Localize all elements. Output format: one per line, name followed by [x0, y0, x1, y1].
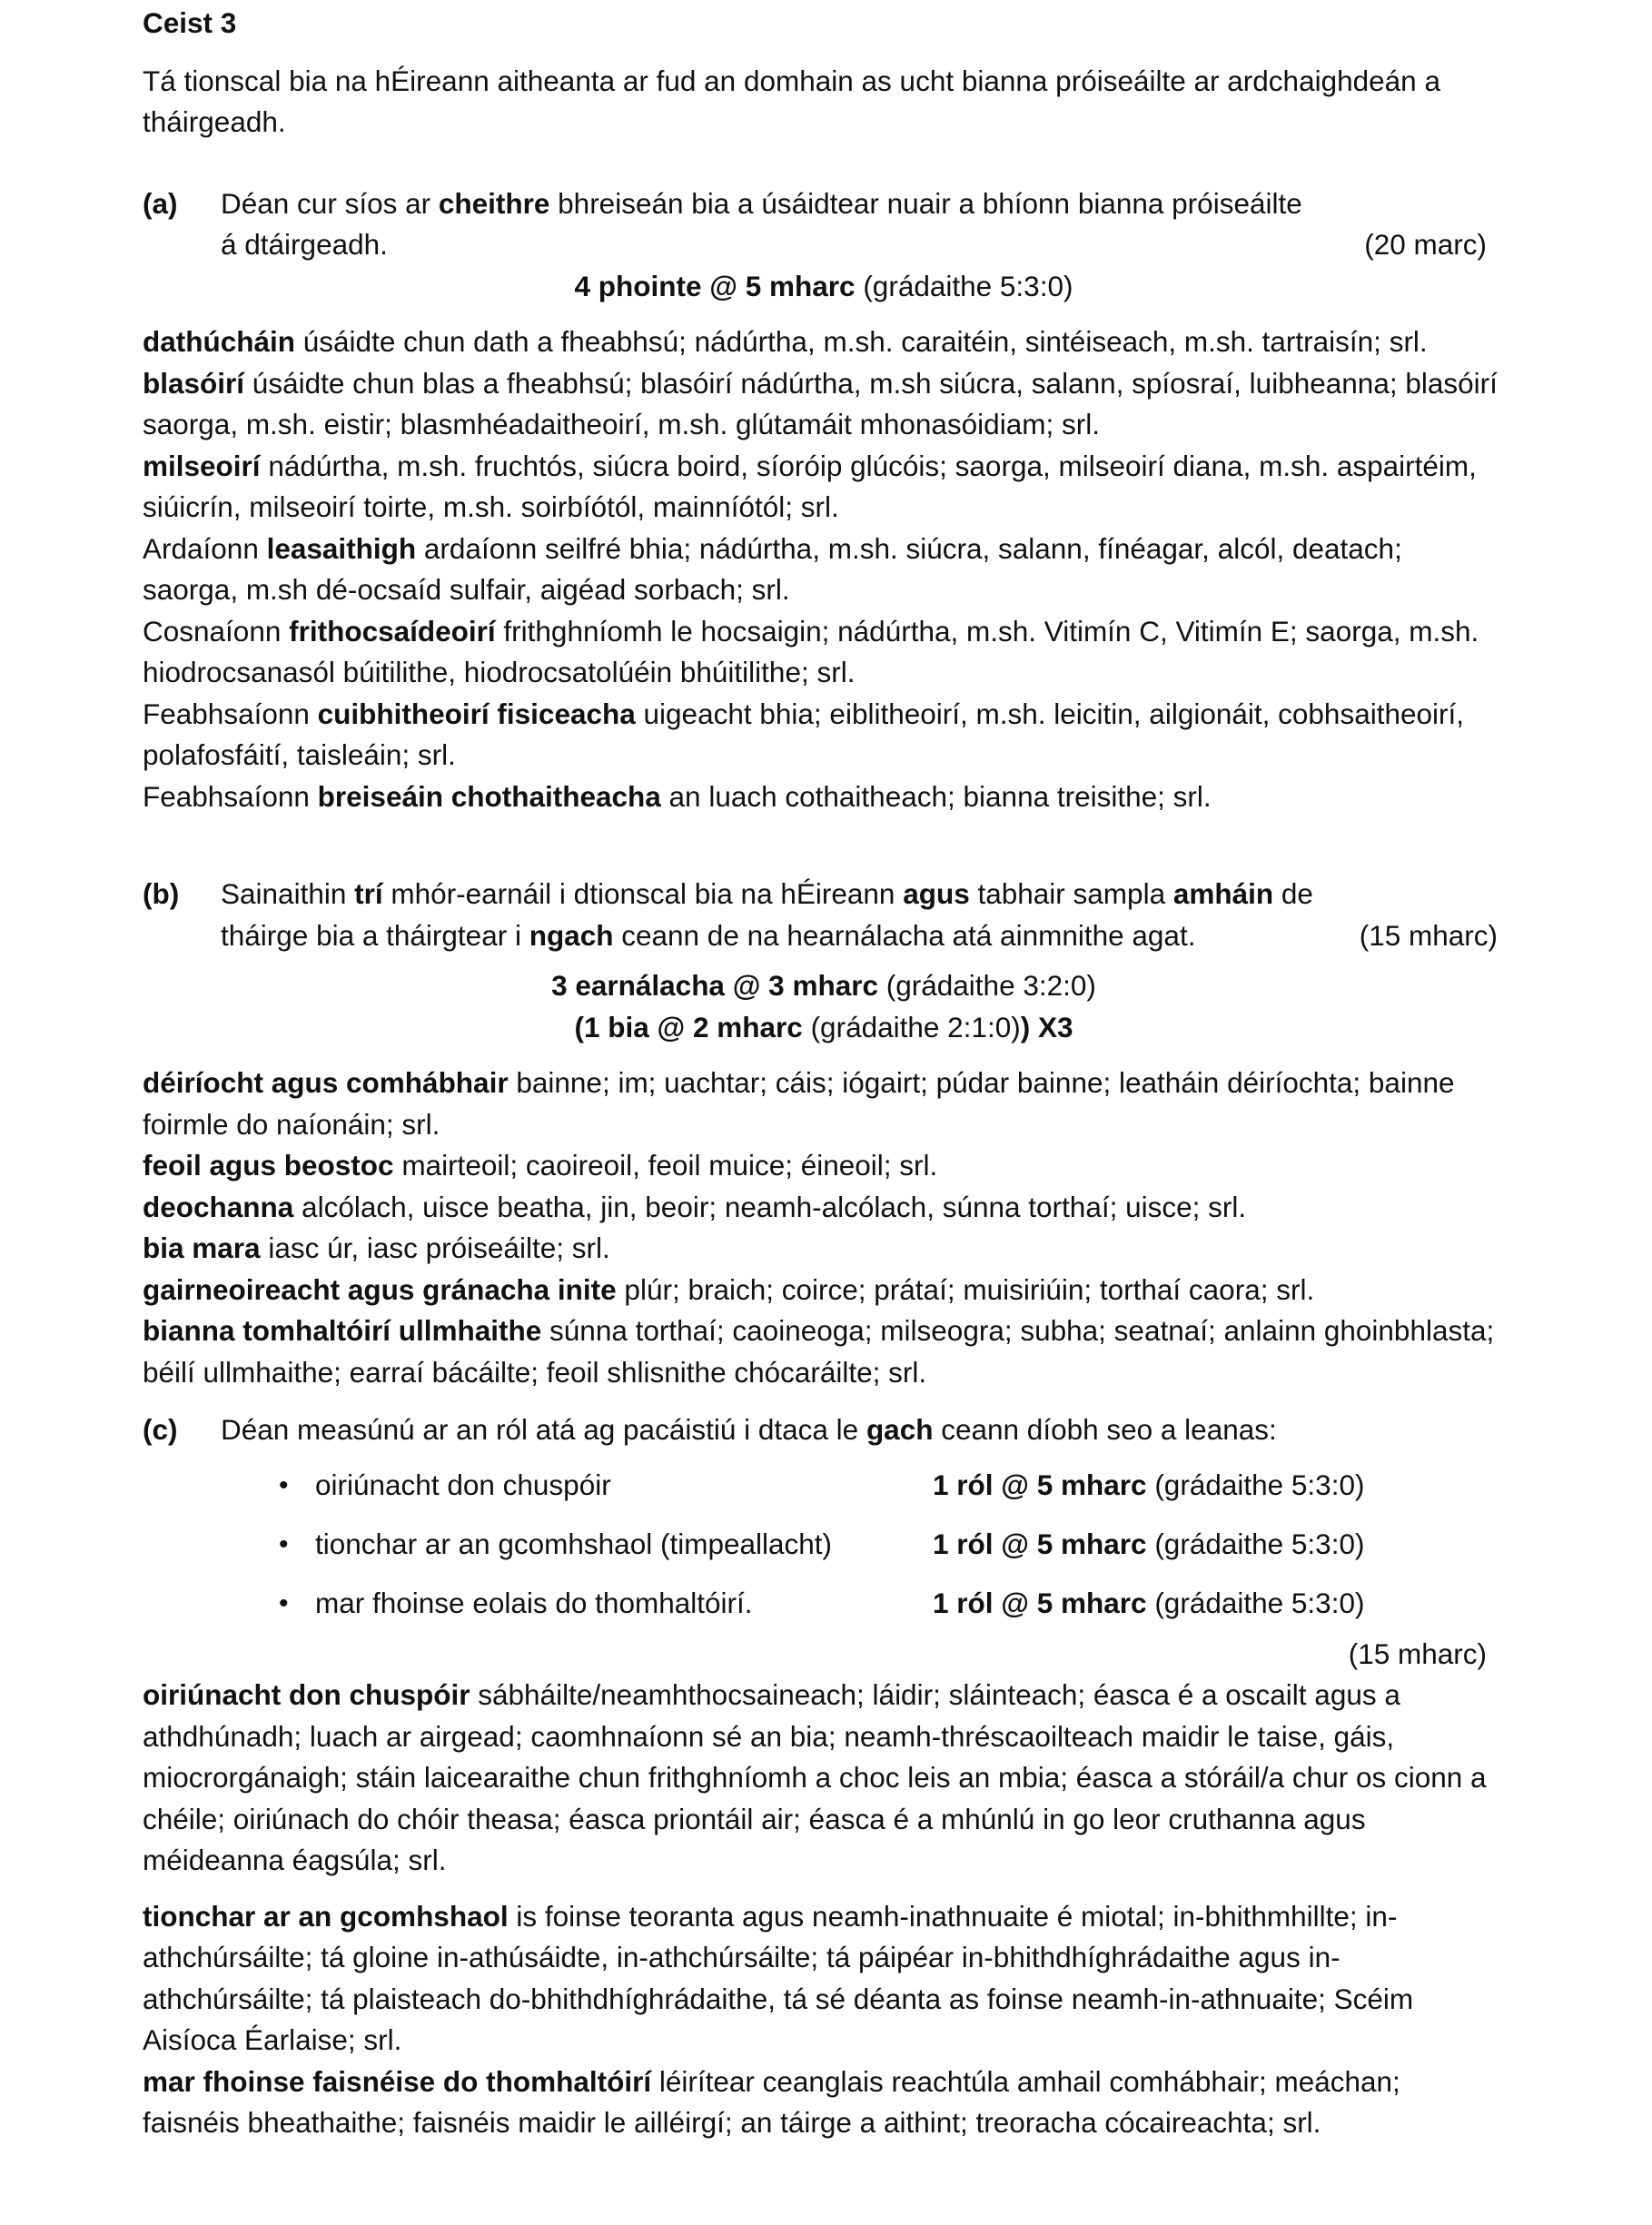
- answer-paragraph: [143, 529, 1505, 611]
- answer-text: úsáidte chun blas a fheabhsú; blasóirí nádúrtha, m.sh siúcra, salann, spíosraí, luibheanna; blasóirí saorga, m.sh. eistir; blasmhéadaitheoirí, m.sh. glútamáit mhonasóidiam; srl.: [143, 366, 1498, 440]
- bullet-icon: •: [279, 1470, 289, 1501]
- part-a-question: [143, 183, 1505, 266]
- part-a-q-line2: á dtáirgeadh.: [221, 228, 388, 261]
- mark-rest: (grádaithe 5:3:0): [1146, 1528, 1365, 1561]
- answer-prefix: Feabhsaíonn: [143, 697, 318, 730]
- answer-term: breiseáin chothaitheacha: [317, 779, 661, 813]
- part-c-bullet-list: [143, 1457, 1505, 1634]
- q-bold: amháin: [1172, 877, 1274, 910]
- list-item: [279, 1575, 1505, 1634]
- scheme-rest: (grádaithe 2:1:0): [802, 1010, 1021, 1043]
- answer-prefix: Ardaíonn: [143, 531, 267, 565]
- document-page: [143, 0, 1505, 2144]
- question-intro: Tá tionscal bia na hÉireann aitheanta ar fud an domhain as ucht bianna próiseáilte ar ardchaighdeán a tháirgeadh.: [143, 64, 1440, 138]
- part-a-question-body: [221, 183, 1505, 266]
- answer-paragraph: [143, 446, 1505, 529]
- answer-text: úsáidte chun dath a fheabhsú; nádúrtha, m.sh. caraitéin, sintéiseach, m.sh. tartraisín; srl.: [295, 325, 1428, 358]
- q-bold: gach: [866, 1413, 934, 1446]
- answer-term: déiríocht agus comhábhair: [143, 1066, 509, 1099]
- answer-text: mairteoil; caoireoil, feoil muice; éineoil; srl.: [393, 1149, 938, 1182]
- part-b-answers: [143, 1063, 1505, 1393]
- q-text: ceann de na hearnálacha atá ainmnithe agat.: [613, 918, 1196, 952]
- answer-text: súnna torthaí; caoineoga; milseogra; subha; seatnaí; anlainn ghoinbhlasta; béilí ullmhaithe; earraí bácáilte; feoil shlisnithe chócaráilte; srl.: [143, 1314, 1495, 1389]
- answer-term: bianna tomhaltóirí ullmhaithe: [143, 1314, 542, 1347]
- part-a-answers: [143, 321, 1505, 817]
- part-b-question: [143, 874, 1505, 956]
- answer-term: bia mara: [143, 1231, 261, 1264]
- mark-bold: 1 ról @ 5 mharc: [933, 1468, 1147, 1502]
- question-heading: Ceist 3: [143, 6, 237, 39]
- bullet-mark: [933, 1465, 1364, 1507]
- part-c-label: (c): [143, 1413, 178, 1446]
- q-bold: ngach: [529, 918, 614, 952]
- list-item: [279, 1457, 1505, 1516]
- answer-term: tionchar ar an gcomhshaol: [143, 1899, 509, 1933]
- answer-text: nádúrtha, m.sh. fruchtós, siúcra boird, síoróip glúcóis; saorga, milseoirí diana, m.sh. aspairtéim, siúicrín, milseoirí toirte, m.sh. soirbíótól, mainníótól; srl.: [143, 449, 1477, 523]
- part-c-marks: (15 mharc): [1348, 1637, 1487, 1670]
- answer-text: léirítear ceanglais reachtúla amhail comhábhair; meáchan; faisnéis bheathaithe; faisnéis maidir le ailléirgí; an táirge a aithint; treoracha cócaireachta; srl.: [143, 2064, 1400, 2139]
- bullet-icon: •: [279, 1588, 289, 1619]
- mark-rest: (grádaithe 5:3:0): [1146, 1587, 1365, 1620]
- answer-term: gairneoireacht agus gránacha inite: [143, 1272, 617, 1306]
- scheme-bold: 3 earnálacha @ 3 mharc: [551, 969, 878, 1002]
- scheme-bold: (1 bia @ 2 mharc: [574, 1010, 803, 1043]
- part-b-marks: (15 mharc): [1359, 918, 1498, 952]
- answer-text: sábháilte/neamhthocsaineach; láidir; sláinteach; éasca é a oscailt agus a athdhúnadh; luach ar airgead; caomhnaíonn sé an bia; neamh-thréscaoilteach maidir le taise, gáis, miocrorgánaigh; stáin laicearaithe chun frithghníomh a choc leis an mbia; éasca a stóráil/a chur os cionn a chéile; oiriúnach do chóir theasa; éasca priontáil air; éasca é a mhúnlú in go leor cruthanna agus méideanna éagsúla; srl.: [143, 1678, 1487, 1876]
- answer-paragraph: [143, 776, 1505, 818]
- answer-text: plúr; braich; coirce; prátaí; muisiriúin; torthaí caora; srl.: [616, 1272, 1315, 1306]
- part-a-q-text-2: bhreiseán bia a úsáidtear nuair a bhíonn bianna próiseáilte: [549, 186, 1302, 220]
- answer-text: ardaíonn seilfré bhia; nádúrtha, m.sh. siúcra, salann, fínéagar, alcól, deatach; saorga, m.sh dé-ocsaíd sulfair, aigéad sorbach; srl.: [143, 531, 1402, 606]
- answer-term: cuibhitheoirí fisiceacha: [317, 697, 636, 730]
- answer-paragraph: [143, 1675, 1505, 1882]
- answer-prefix: Feabhsaíonn: [143, 779, 318, 813]
- bullet-text: mar fhoinse eolais do thomhaltóirí.: [315, 1587, 753, 1620]
- answer-paragraph: [143, 1270, 1505, 1311]
- bullet-icon: •: [279, 1529, 289, 1560]
- q-bold: trí: [354, 877, 383, 910]
- part-b-scheme-line-1: [143, 965, 1505, 1007]
- answer-paragraph: [143, 1187, 1505, 1229]
- answer-paragraph: [143, 2062, 1505, 2144]
- q-text: Sainaithin: [221, 877, 355, 910]
- answer-text: is foinse teoranta agus neamh-inathnuaite é miotal; in-bhithmhillte; in-athchúrsáilte; tá gloine in-athúsáidte, in-athchúrsáilte; tá páipéar in-bhithdhíghrádaithe agus in-athchúrsáilte; tá plaisteach do-bhithdhíghrádaithe, tá sé déanta as foinse neamh-in-athnuaite; Scéim Aisíoca Éarlaise; srl.: [143, 1899, 1414, 2056]
- answer-term: frithocsaídeoirí: [289, 614, 496, 648]
- part-a-question-line-2: [221, 224, 1505, 266]
- part-a-scheme-bold: 4 phointe @ 5 mharc: [574, 269, 856, 302]
- answer-paragraph: [143, 1145, 1505, 1187]
- part-b-question-line-1: [221, 874, 1505, 915]
- answer-paragraph: [143, 611, 1505, 694]
- part-b-question-line-2: [221, 915, 1505, 957]
- part-c-question: [143, 1409, 1505, 1451]
- answer-text: uigeacht bhia; eiblitheoirí, m.sh. leicitin, ailgionáit, cobhsaitheoirí, polafosfáití, taisleáin; srl.: [143, 697, 1465, 771]
- answer-paragraph: [143, 1063, 1505, 1145]
- list-item: [279, 1516, 1505, 1575]
- answer-paragraph: [143, 321, 1505, 363]
- answer-term: deochanna: [143, 1190, 294, 1223]
- part-a-q-text: Déan cur síos ar: [221, 186, 439, 220]
- scheme-rest: (grádaithe 3:2:0): [878, 969, 1096, 1002]
- answer-term: dathúcháin: [143, 325, 296, 358]
- answer-paragraph: [143, 1310, 1505, 1393]
- answer-paragraph: [143, 1896, 1505, 2062]
- answer-paragraph: [143, 694, 1505, 776]
- part-b-q-line2: [221, 915, 1195, 957]
- q-text: Déan measúnú ar an ról atá ag pacáistiú i dtaca le: [221, 1413, 866, 1446]
- bullet-text: tionchar ar an gcomhshaol (timpeallacht): [315, 1528, 833, 1561]
- answer-term: feoil agus beostoc: [143, 1149, 394, 1182]
- part-b-question-body: [221, 874, 1505, 956]
- part-a-scheme: [143, 266, 1505, 308]
- q-bold: agus: [903, 877, 970, 910]
- answer-term: mar fhoinse faisnéise do thomhaltóirí: [143, 2064, 652, 2098]
- part-b-scheme-line-2: [143, 1007, 1505, 1049]
- answer-paragraph: [143, 1228, 1505, 1270]
- bullet-mark: [933, 1524, 1364, 1566]
- q-text: de: [1273, 877, 1313, 910]
- answer-text: bainne; im; uachtar; cáis; iógairt; púdar bainne; leatháin déiríochta; bainne foirmle do naíonáin; srl.: [143, 1066, 1455, 1141]
- answer-paragraph: [143, 363, 1505, 446]
- answer-term: milseoirí: [143, 449, 261, 482]
- answer-prefix: Cosnaíonn: [143, 614, 290, 648]
- answer-text: alcólach, uisce beatha, jin, beoir; neamh-alcólach, súnna torthaí; uisce; srl.: [293, 1190, 1247, 1223]
- part-c-question-body: [221, 1409, 1505, 1451]
- bullet-mark: [933, 1583, 1364, 1625]
- q-text: ceann díobh seo a leanas:: [933, 1413, 1277, 1446]
- answer-term: leasaithigh: [266, 531, 417, 565]
- part-a-q-bold: cheithre: [438, 186, 550, 220]
- mark-bold: 1 ról @ 5 mharc: [933, 1528, 1147, 1561]
- part-a-scheme-rest: (grádaithe 5:3:0): [855, 269, 1073, 302]
- q-text: tabhair sampla: [969, 877, 1173, 910]
- answer-term: oiriúnacht don chuspóir: [143, 1678, 470, 1711]
- part-b-label: (b): [143, 877, 180, 910]
- answer-text: frithghníomh le hocsaigin; nádúrtha, m.sh. Vitimín C, Vitimín E; saorga, m.sh. hiodrocsanasól búitilithe, hiodrocsatolúéin bhúitilithe; srl.: [143, 614, 1479, 688]
- answer-text: an luach cothaitheach; bianna treisithe; srl.: [660, 779, 1212, 813]
- q-text: tháirge bia a tháirgtear i: [221, 918, 529, 952]
- answer-term: blasóirí: [143, 366, 245, 400]
- part-a-marks: (20 marc): [1364, 228, 1487, 261]
- scheme-bold: ) X3: [1020, 1010, 1073, 1043]
- part-a-label: (a): [143, 186, 178, 220]
- mark-rest: (grádaithe 5:3:0): [1146, 1468, 1365, 1502]
- answer-text: iasc úr, iasc próiseáilte; srl.: [260, 1231, 610, 1264]
- mark-bold: 1 ról @ 5 mharc: [933, 1587, 1147, 1620]
- bullet-text: oiriúnacht don chuspóir: [315, 1468, 611, 1502]
- q-text: mhór-earnáil i dtionscal bia na hÉireann: [382, 877, 904, 910]
- part-a-question-line-1: [221, 183, 1505, 225]
